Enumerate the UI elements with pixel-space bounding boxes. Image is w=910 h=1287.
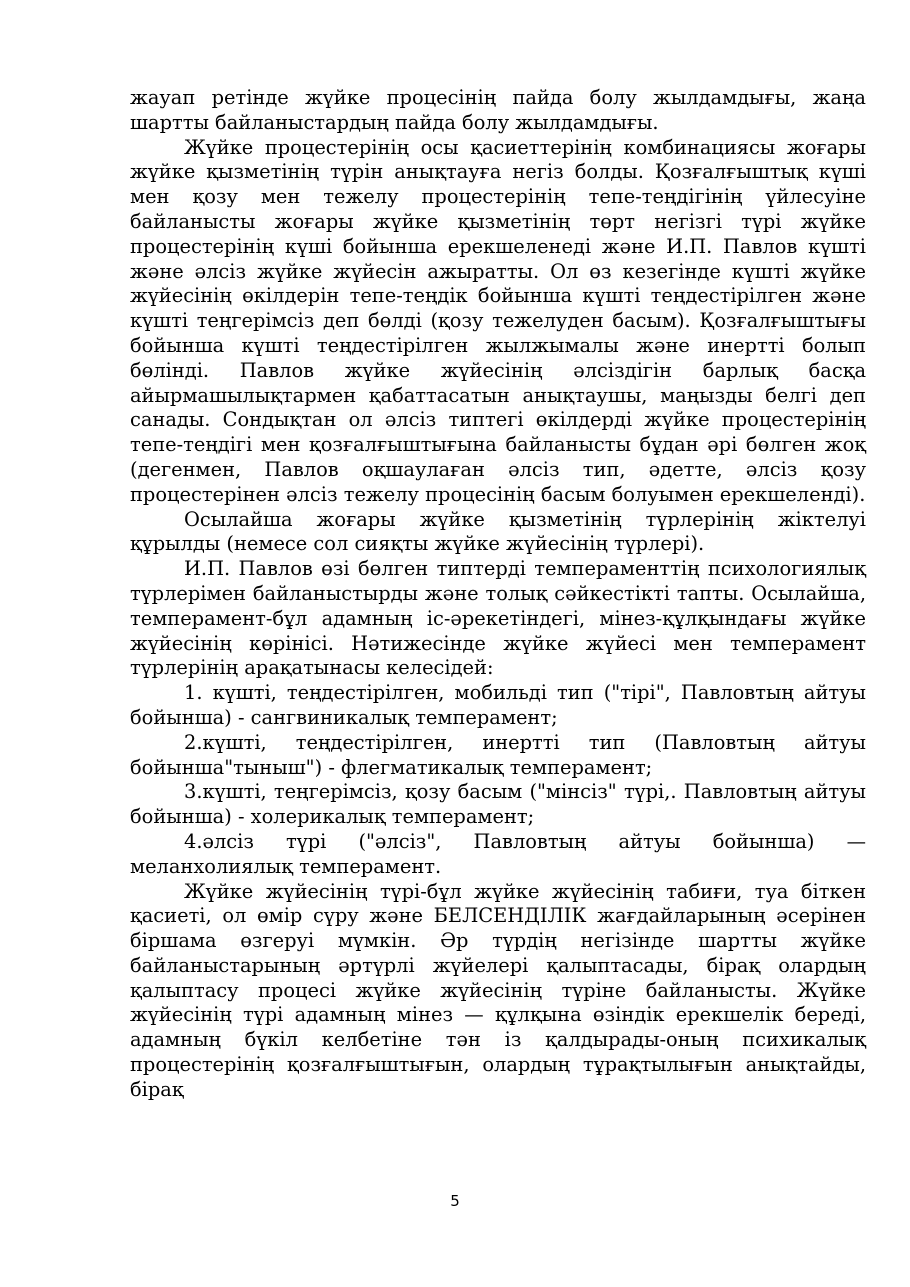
list-item: 3.күшті, теңгерімсіз, қозу басым ("мінсіз" түрі,. Павловтың айтуы бойынша) - холерикалық темперамент;	[130, 780, 866, 829]
paragraph-continuation: жауап ретінде жүйке процесінің пайда болу жылдамдығы, жаңа шартты байланыстардың пайда болу жылдамдығы.	[130, 86, 866, 134]
list-item: 4.әлсіз түрі ("әлсіз", Павловтың айтуы бойынша) — меланхолиялық темперамент.	[130, 829, 866, 878]
list-item: 1. күшті, теңдестірілген, мобильді тип ("тірі", Павловтың айтуы бойынша) - сангвиникалық темперамент;	[130, 681, 866, 729]
paragraph: Жүйке процестерінің осы қасиеттерінің комбинациясы жоғары жүйке қызметінің түрін анықтауға негіз болды. Қозғалғыштық күші мен қозу мен тежелу процестерінің тепе-теңдігінің үйлесуіне байланысты жоғары жүйке қызметінің төрт негізгі түрі жүйке процестерінің күші бойынша ерекшеленеді және И.П. Павлов күшті және әлсіз жүйке жүйесін ажыратты. Ол өз кезегінде күшті жүйке жүйесінің өкілдерін тепе-теңдік бойынша күшті теңдестірілген және күшті теңгерімсіз деп бөлді (қозу тежелуден басым). Қозғалғыштығы бойынша күшті теңдестірілген жылжымалы және инертті болып бөлінді. Павлов жүйке жүйесінің әлсіздігін барлық басқа айырмашылықтармен қабаттасатын анықтаушы, маңызды белгі деп санады. Сондықтан ол әлсіз типтегі өкілдерді жүйке процестерінің тепе-теңдігі мен қозғалғыштығына байланысты бұдан әрі бөлген жоқ (дегенмен, Павлов оқшаулаған әлсіз тип, әдетте, әлсіз қозу процестерінен әлсіз тежелу процесінің басым болуымен ерекшеленді).	[130, 135, 866, 506]
page-number: 5	[450, 1192, 460, 1210]
paragraph: Осылайша жоғары жүйке қызметінің түрлерінің жіктелуі құрылды (немесе сол сияқты жүйке жүйесінің түрлері).	[130, 507, 866, 556]
body-text	[130, 86, 866, 1103]
list-item: 2.күшті, теңдестірілген, инертті тип (Павловтың айтуы бойынша"тыныш") - флегматикалық темперамент;	[130, 730, 866, 779]
paragraph: Жүйке жүйесінің түрі-бұл жүйке жүйесінің табиғи, туа біткен қасиеті, ол өмір сүру және БЕЛСЕНДІЛІК жағдайларының әсерінен біршама өзгеруі мүмкін. Әр түрдің негізінде шартты жүйке байланыстарының әртүрлі жүйелері қалыптасады, бірақ олардың қалыптасу процесі жүйке жүйесінің түріне байланысты. Жүйке жүйесінің түрі адамның мінез — құлқына өзіндік ерекшелік береді, адамның бүкіл келбетіне тән із қалдырады-оның психикалық процестерінің қозғалғыштығын, олардың тұрақтылығын анықтайды, бірақ	[130, 879, 866, 1101]
paragraph: И.П. Павлов өзі бөлген типтерді темпераменттің психологиялық түрлерімен байланыстырды және толық сәйкестікті тапты. Осылайша, темперамент-бұл адамның іс-әрекетіндегі, мінез-құлқындағы жүйке жүйесінің көрінісі. Нәтижесінде жүйке жүйесі мен темперамент түрлерінің арақатынасы келесідей:	[130, 557, 866, 680]
